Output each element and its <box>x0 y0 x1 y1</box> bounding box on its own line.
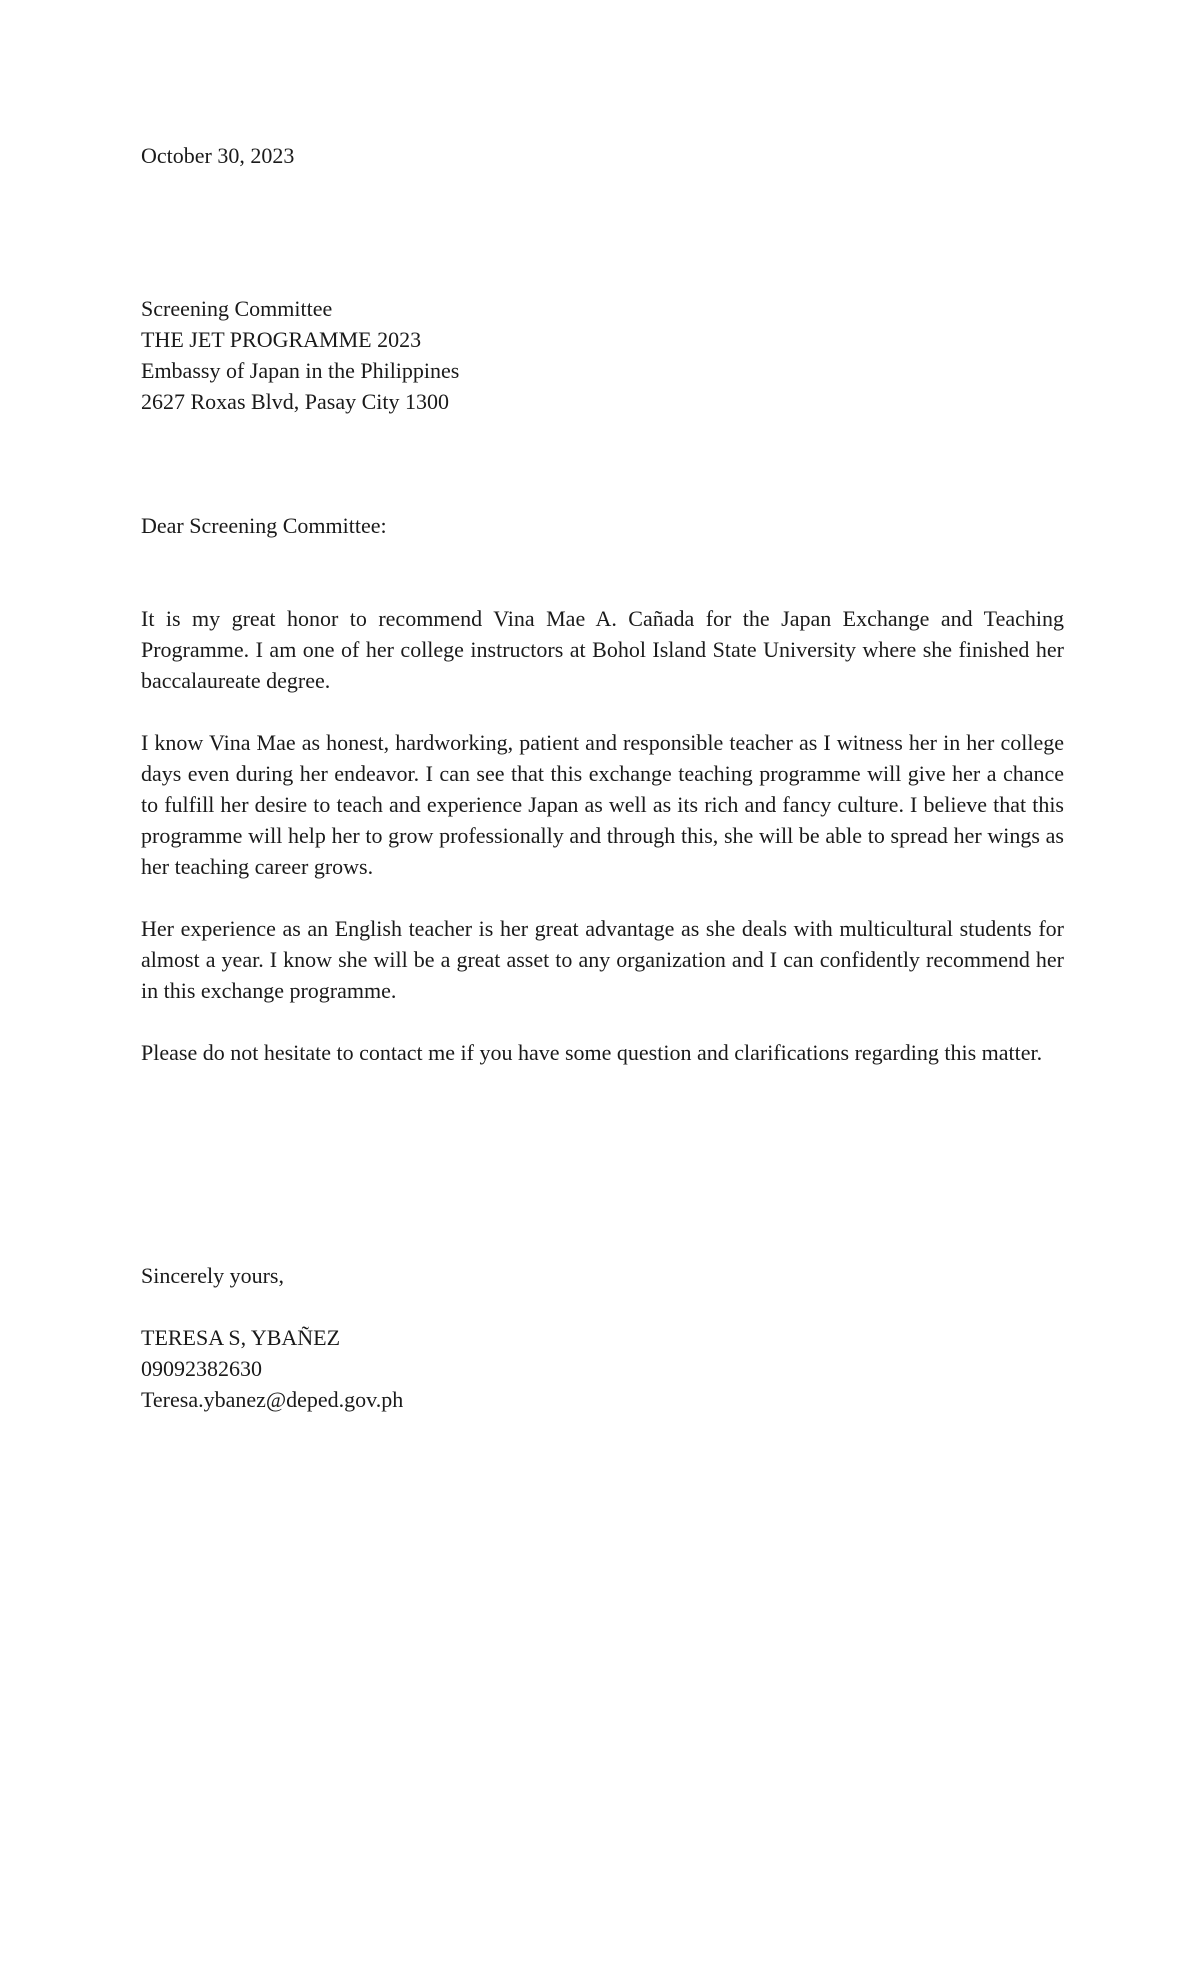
body-paragraph-1: It is my great honor to recommend Vina Mae A. Cañada for the Japan Exchange and Teaching Programme. I am one of her college instructors at Bohol Island State University where she finished her baccalaureate degree. <box>141 606 1064 693</box>
recipient-line-2: THE JET PROGRAMME 2023 <box>141 327 422 352</box>
closing-text: Sincerely yours, <box>141 1263 284 1288</box>
body-paragraph-3: Her experience as an English teacher is her great advantage as she deals with multicultural students for almost a year. I know she will be a great asset to any organization and I can confidently recommend her in this exchange programme. <box>141 916 1064 1003</box>
salutation-text: Dear Screening Committee: <box>141 513 387 538</box>
signature-block <box>141 1322 1064 1415</box>
salutation <box>141 510 1064 541</box>
body-paragraph-2: I know Vina Mae as honest, hardworking, patient and responsible teacher as I witness her in her college days even during her endeavor. I can see that this exchange teaching programme will give her a chance to fulfill her desire to teach and experience Japan as well as its rich and fancy culture. I believe that this programme will help her to grow professionally and through this, she will be able to spread her wings as her teaching career grows. <box>141 730 1064 879</box>
recipient-line-3: Embassy of Japan in the Philippines <box>141 358 460 383</box>
signer-name: TERESA S, YBAÑEZ <box>141 1325 341 1350</box>
recipient-line-4: 2627 Roxas Blvd, Pasay City 1300 <box>141 389 450 414</box>
recipient-line-1: Screening Committee <box>141 296 333 321</box>
signer-email: Teresa.ybanez@deped.gov.ph <box>141 1387 404 1412</box>
date-text: October 30, 2023 <box>141 143 295 168</box>
signer-phone: 09092382630 <box>141 1356 262 1381</box>
closing <box>141 1260 1064 1291</box>
recipient-address <box>141 293 1064 417</box>
letter-date <box>141 140 1064 171</box>
letter-body <box>141 603 1064 1099</box>
body-paragraph-4: Please do not hesitate to contact me if you have some question and clarifications regarding this matter. <box>141 1040 1043 1065</box>
